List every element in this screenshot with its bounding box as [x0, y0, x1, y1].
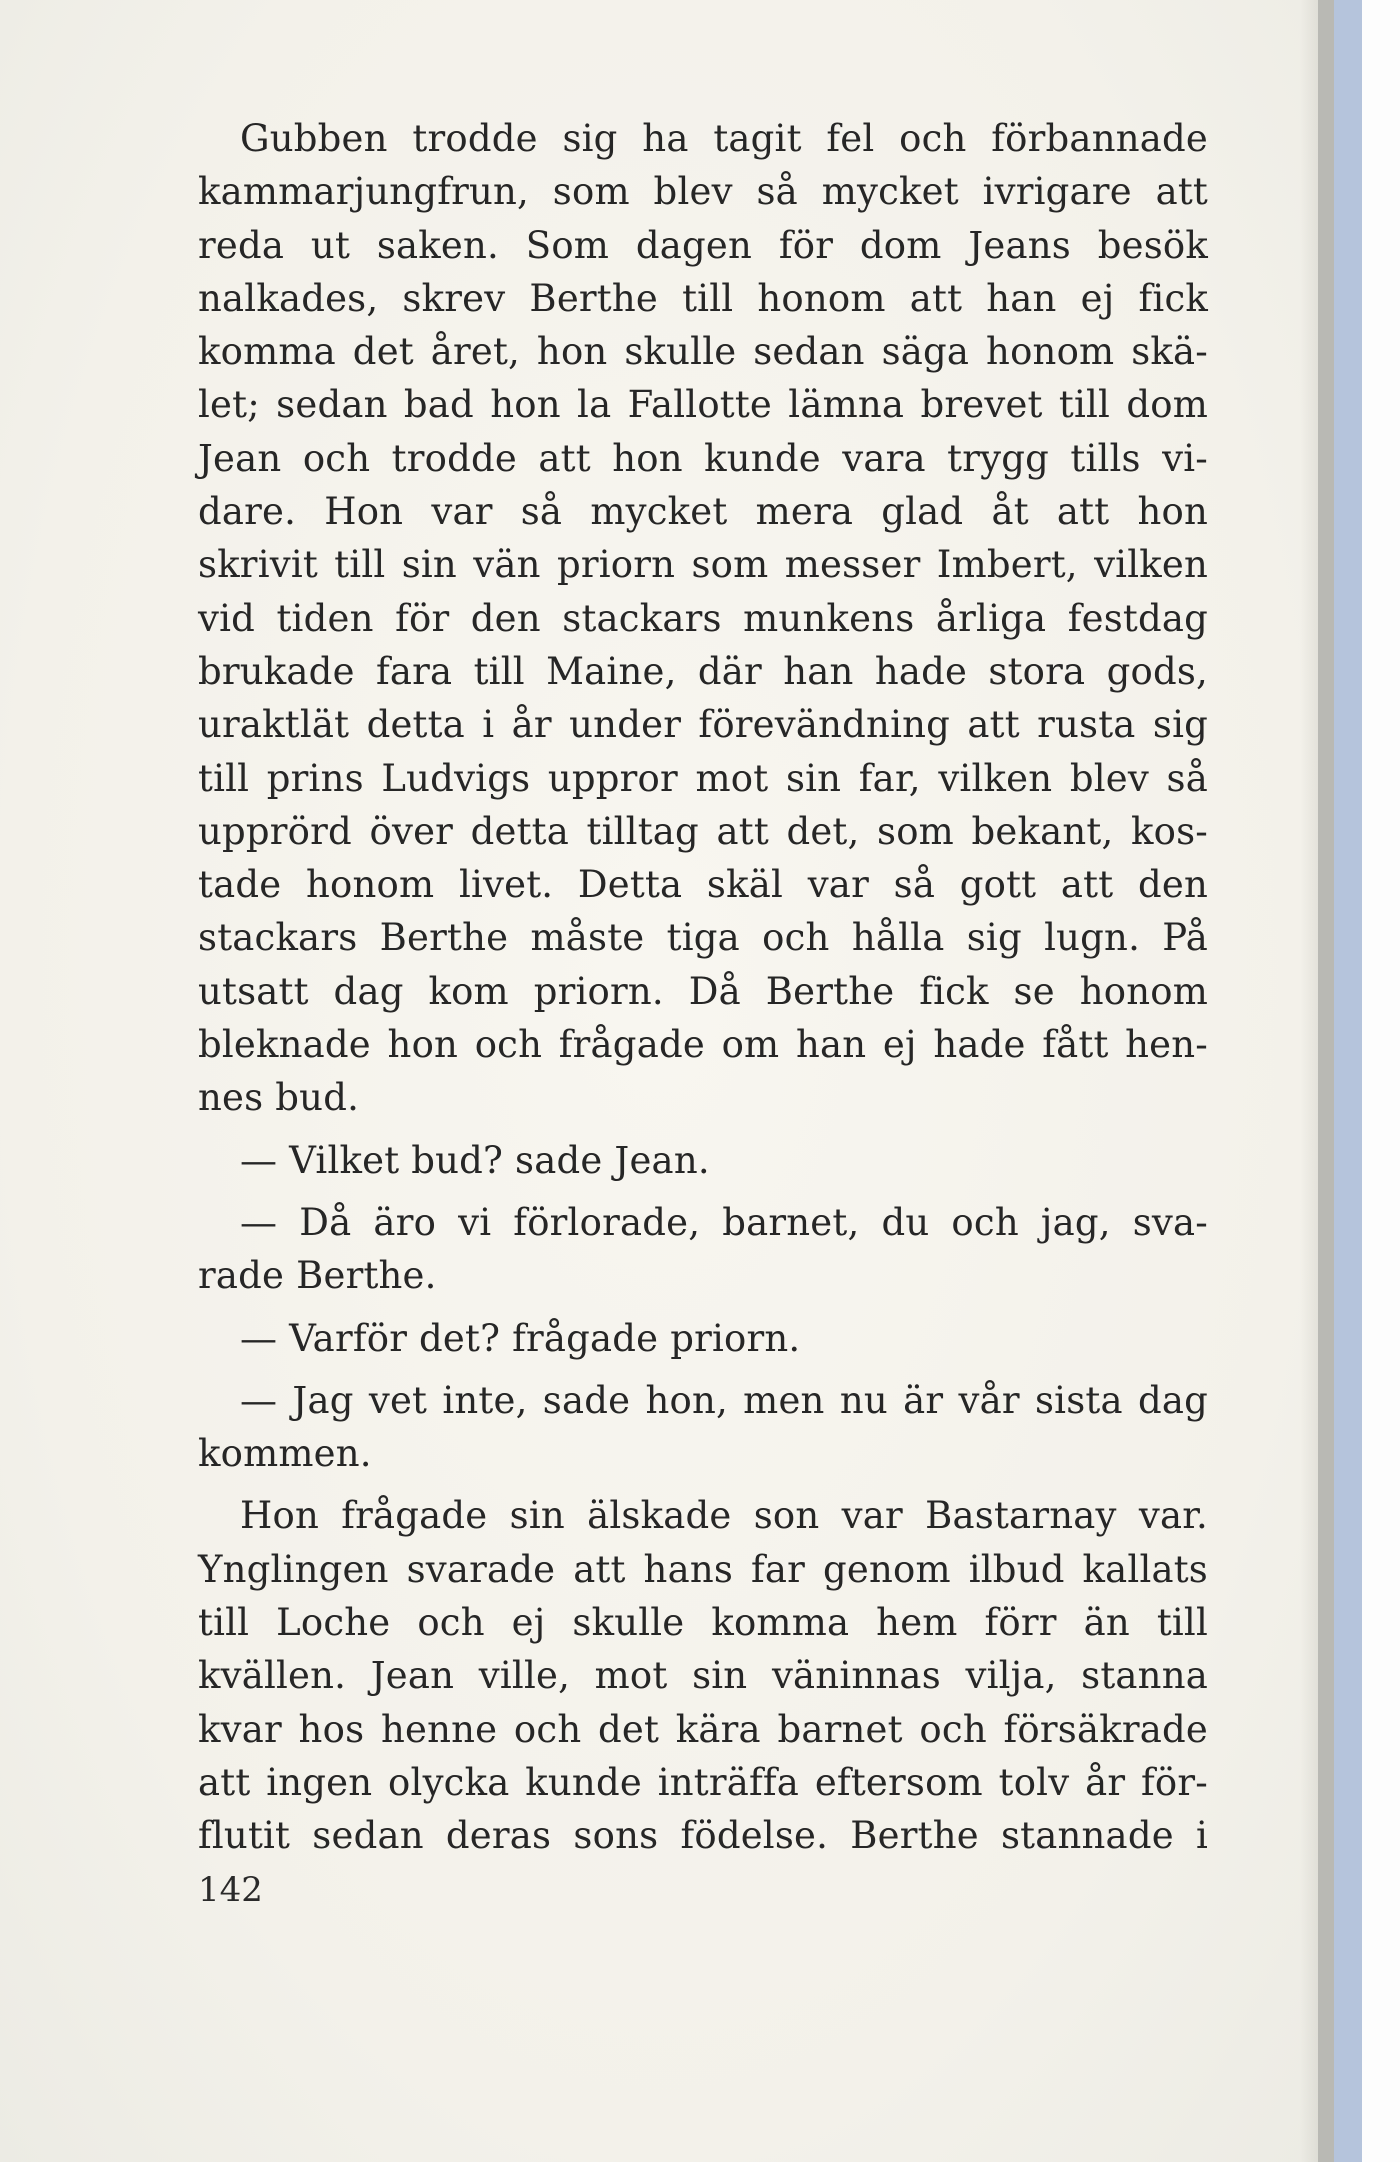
text-line: till Loche och ej skulle komma hem förr än till — [198, 1601, 1208, 1645]
text-line: Gubben trodde sig ha tagit fel och förbannade — [240, 117, 1208, 160]
paragraph-5 — [198, 1374, 1208, 1481]
scan-border-white — [1362, 0, 1400, 2162]
text-line: komma det året, hon skulle sedan säga honom skä- — [198, 330, 1208, 374]
text-line: Hon frågade sin älskade son var Bastarnay var. — [240, 1494, 1208, 1538]
text-line: kommen. — [198, 1432, 372, 1476]
text-line: let; sedan bad hon la Fallotte lämna brevet till dom — [198, 383, 1208, 427]
scan-border-blue — [1334, 0, 1362, 2162]
paragraph-4 — [198, 1312, 1208, 1365]
body-text — [198, 112, 1208, 1863]
text-line: utsatt dag kom priorn. Då Berthe fick se honom — [198, 969, 1208, 1013]
text-line: flutit sedan deras sons födelse. Berthe stannade i — [198, 1814, 1208, 1858]
text-line: — Jag vet inte, sade hon, men nu är vår sista dag — [240, 1378, 1208, 1422]
text-line: att ingen olycka kunde inträffa eftersom tolv år för- — [198, 1760, 1208, 1804]
text-line: skrivit till sin vän priorn som messer Imbert, vilken — [198, 543, 1208, 587]
text-line: stackars Berthe måste tiga och hålla sig lugn. På — [198, 916, 1208, 960]
text-line: reda ut saken. Som dagen för dom Jeans besök — [198, 223, 1208, 267]
text-line: vid tiden för den stackars munkens årliga festdag — [198, 596, 1208, 640]
paragraph-3 — [198, 1196, 1208, 1303]
text-line: kvällen. Jean ville, mot sin väninnas vilja, stanna — [198, 1654, 1208, 1698]
paragraph-1 — [198, 112, 1208, 1125]
text-line: — Då äro vi förlorade, barnet, du och jag, sva- — [240, 1200, 1208, 1244]
text-line: rade Berthe. — [198, 1254, 437, 1298]
text-line: kammarjungfrun, som blev så mycket ivrigare att — [198, 170, 1208, 214]
page-edge-gray — [1318, 0, 1334, 2162]
text-line: upprörd över detta tilltag att det, som bekant, kos- — [198, 809, 1208, 853]
paragraph-6 — [198, 1489, 1208, 1862]
text-line: till prins Ludvigs uppror mot sin far, vilken blev så — [198, 756, 1208, 800]
text-line: tade honom livet. Detta skäl var så gott att den — [198, 863, 1208, 907]
text-line: brukade fara till Maine, där han hade stora gods, — [198, 649, 1208, 693]
page-edge-shadow — [1300, 0, 1318, 2162]
text-line: nalkades, skrev Berthe till honom att han ej fick — [198, 276, 1208, 320]
text-line: uraktlät detta i år under förevändning att rusta sig — [198, 703, 1208, 747]
text-line: dare. Hon var så mycket mera glad åt att hon — [198, 490, 1208, 534]
paragraph-2 — [198, 1134, 1208, 1187]
text-line: Jean och trodde att hon kunde vara trygg tills vi- — [198, 436, 1208, 480]
page-number: 142 — [198, 1870, 263, 1910]
text-line: — Vilket bud? sade Jean. — [240, 1138, 710, 1182]
text-line: Ynglingen svarade att hans far genom ilbud kallats — [198, 1547, 1208, 1591]
text-line: nes bud. — [198, 1076, 360, 1120]
text-line: bleknade hon och frågade om han ej hade fått hen- — [198, 1023, 1208, 1067]
text-line: kvar hos henne och det kära barnet och försäkrade — [198, 1707, 1208, 1751]
text-line: — Varför det? frågade priorn. — [240, 1316, 801, 1360]
